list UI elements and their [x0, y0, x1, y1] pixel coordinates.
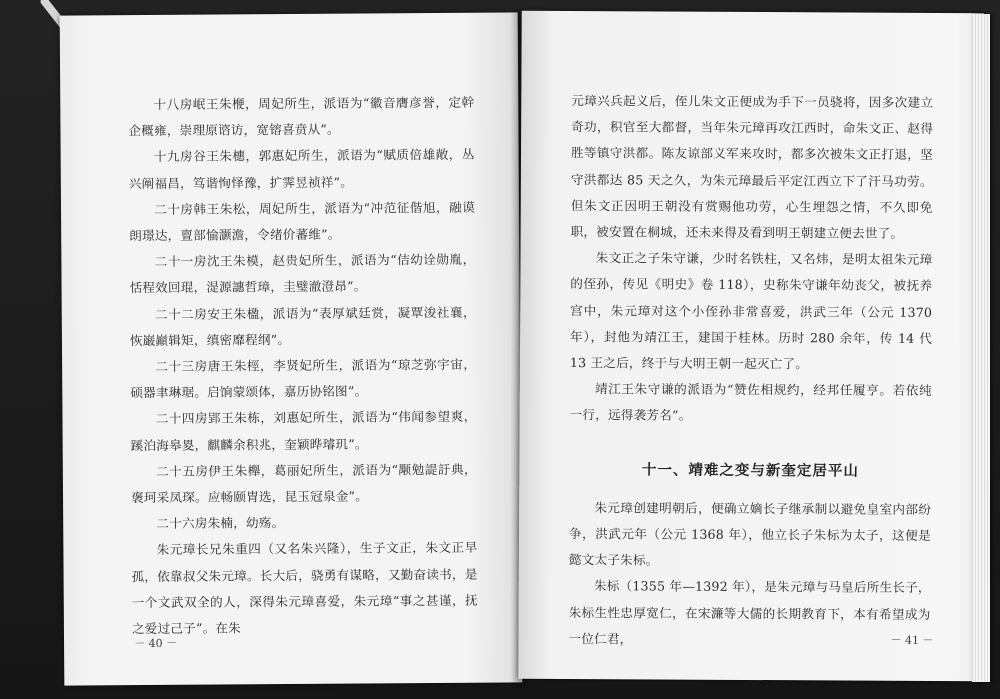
section-heading: 十一、靖难之变与新奎定居平山: [641, 462, 859, 480]
left-paragraph-10: 朱元璋长兄朱重四（又名朱兴隆），生子文正，朱文正早孤，依靠叔父朱元璋。长大后，骁勇有谋略，又勤奋读书，是一个文武双全的人，深得朱元璋喜爱，朱元璋“事之甚谨，抚之爱过己子”。在朱: [131, 540, 478, 637]
left-paragraph-3: 二十房韩王朱松，周妃所生，派语为“冲范征偕旭，融谟朗璟达，亶部愉灏澹，令绪价蕃维”。: [129, 199, 476, 244]
left-paragraph-7: 二十四房郢王朱栋，刘惠妃所生，派语为“伟闻参望爽，蹊泊海皋畟，麒麟余积兆，奎颖晔璿玑”。: [130, 409, 477, 453]
right-paragraph-5: 朱标（1355 年—1392 年），是朱元璋与马皇后所生长子，朱标生性忠厚宽仁，在宋濂等大儒的长期教育下，本有希望成为一位仁君，: [568, 578, 931, 647]
right-page-text: [568, 88, 933, 654]
page-number-right: － 41 －: [890, 633, 934, 647]
page-edge-stack: [972, 14, 990, 682]
left-paragraph-9: 二十六房朱楠，幼殇。: [156, 515, 285, 532]
right-paragraph-2: 朱文正之子朱守谦，少时名铁柱，又名炜，是明太祖朱元璋的侄孙，传见《明史》卷 118），史称朱守谦年幼丧父，被抚养宫中，朱元璋对这个小侄孙非常喜爱，洪武三年（公元 1370 年），封他为靖江王，建国于桂林。历时 280 余年，传 14 代 13 王之后，终于与大明王朝一起灭亡了。: [569, 250, 933, 372]
right-paragraph-1: 元璋兴兵起义后，侄儿朱文正便成为手下一员骁将，因多次建立奇功，积官至大都督，当年朱元璋再攻江西时，命朱文正、赵得胜等镇守洪都。陈友谅部义军来攻时，都多次被朱文正打退，坚守洪都达 85 天之久，为朱元璋最后平定江西立下了汗马功劳。但朱文正因明王朝没有赏赐他功劳，心生埋怨之情，不久即免职，被安置在桐城，还未来得及看到明王朝建立便去世了。: [570, 93, 934, 241]
left-paragraph-6: 二十三房唐王朱桱，李贤妃所生，派语为“琼芝弥宇宙，硕器聿琳琚。启饷蒙颂体，嘉历协铭图”。: [130, 356, 477, 401]
left-paragraph-1: 十八房岷王朱楩，周妃所生，派语为“徽音膺彦誉，定幹企穊雍，崇理原谘访，宽镕喜贲从”。: [128, 94, 475, 139]
right-paragraph-3: 靖江王朱守谦的派语为“赞佐相规约，经邦任履亨。若依纯一行，远得袭芳名”。: [569, 381, 932, 424]
right-page: [518, 11, 983, 681]
right-paragraph-4: 朱元璋创建明朝后，便确立嫡长子继承制以避免皇室内部纷争，洪武元年（公元 1368 年），他立长子朱标为太子，这便是懿文太子朱标。: [568, 500, 932, 568]
page-number-left: － 40 －: [134, 636, 178, 651]
left-paragraph-5: 二十二房安王朱楹，派语为“表厚斌廷赏，凝覃浚社襄，恢巌巓辑矩，缜密靡程纲”。: [129, 304, 476, 348]
left-paragraph-2: 十九房谷王朱橞，郭惠妃所生，派语为“赋质倍雄敞，丛兴阐福昌，笃谐恂怿豫，扩霁昱祯祥”。: [128, 147, 475, 191]
left-page: [60, 12, 523, 685]
left-paragraph-4: 二十一房沈王朱模，赵贵妃所生，派语为“佶幼诠勋胤，恬程效回琨，湜源譓哲璋，圭璧澈澄昂”。: [129, 251, 476, 296]
left-page-text: [128, 90, 478, 643]
left-paragraph-8: 二十五房伊王朱櫸，葛丽妃所生，派语为“颙勉諟訏典，褒珂采凤琛。应畅颐胄选，昆玉冠泉金”。: [130, 461, 477, 506]
